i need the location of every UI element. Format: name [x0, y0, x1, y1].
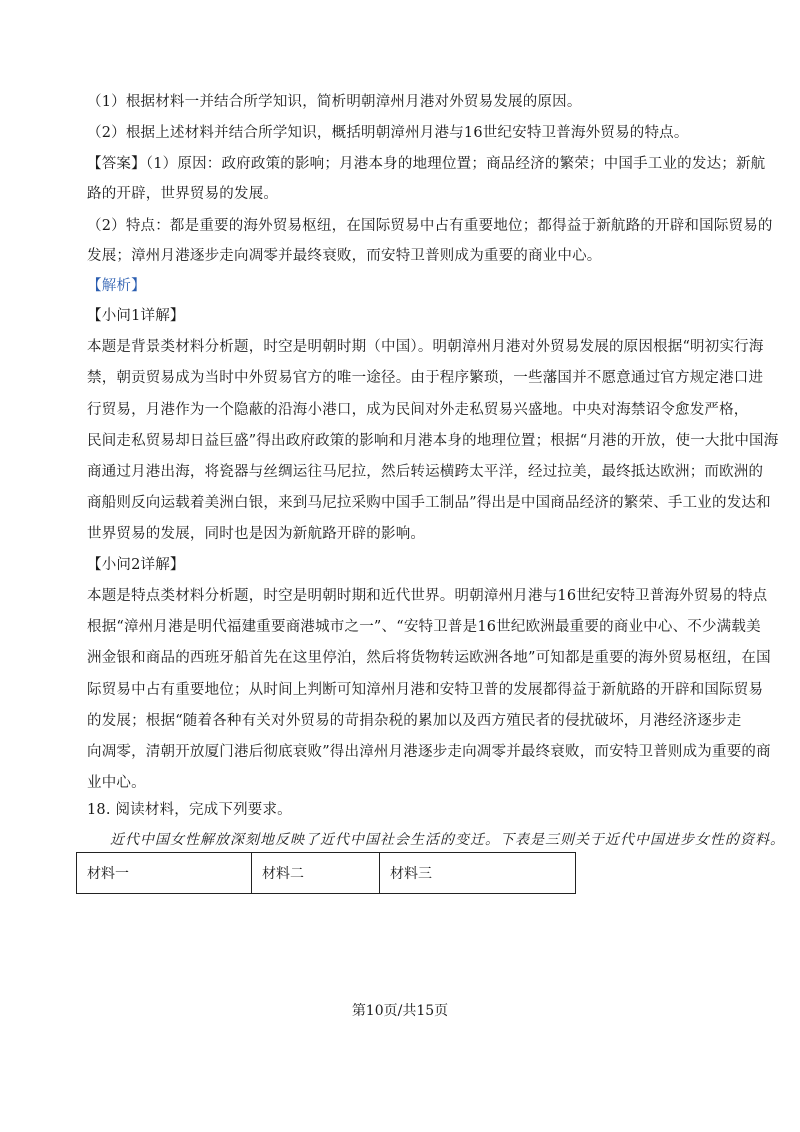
- subquestion-1-heading: 【小问1详解】: [87, 308, 185, 324]
- materials-table: [76, 852, 576, 894]
- answer-line-4: 发展；漳州月港逐步走向凋零并最终衰败，而安特卫普则成为重要的商业中心。: [87, 248, 602, 264]
- question-2: （2）根据上述材料并结合所学知识，概括明朝漳州月港与16世纪安特卫普海外贸易的特点。: [87, 125, 689, 141]
- answer-line-2: 路的开辟，世界贸易的发展。: [87, 186, 279, 202]
- analysis-2-line: 际贸易中占有重要地位；从时间上判断可知漳州月港和安特卫普的发展都得益于新航路的开辟和国际贸易: [87, 682, 764, 698]
- table-intro: 近代中国女性解放深刻地反映了近代中国社会生活的变迁。下表是三则关于近代中国进步女性的资料。: [110, 832, 785, 848]
- analysis-1-line: 商通过月港出海，将瓷器与丝绸运往马尼拉，然后转运横跨太平洋，经过拉美，最终抵达欧洲；而欧洲的: [87, 464, 764, 480]
- analysis-2-line: 洲金银和商品的西班牙船首先在这里停泊，然后将货物转运欧洲各地”可知都是重要的海外贸易枢纽，在国: [87, 650, 771, 666]
- question-18-title: 18. 阅读材料，完成下列要求。: [87, 802, 292, 818]
- analysis-heading: 【解析】: [87, 278, 146, 294]
- analysis-2-line: 的发展；根据“随着各种有关对外贸易的苛捐杂税的累加以及西方殖民者的侵扰破坏，月港经济逐步走: [87, 713, 742, 729]
- subquestion-2-heading: 【小问2详解】: [87, 557, 185, 573]
- analysis-2-line: 本题是特点类材料分析题，时空是明朝时期和近代世界。明朝漳州月港与16世纪安特卫普海外贸易的特点: [87, 588, 768, 604]
- table-header-material-1: 材料一: [77, 853, 252, 893]
- analysis-1-line: 世界贸易的发展，同时也是因为新航路开辟的影响。: [87, 526, 426, 542]
- table-header-material-2: 材料二: [252, 853, 380, 893]
- analysis-2-line: 根据“漳州月港是明代福建重要商港城市之一”、“安特卫普是16世纪欧洲最重要的商业中心、不少满载美: [87, 619, 761, 635]
- analysis-1-line: 商船则反向运载着美洲白银，来到马尼拉采购中国手工制品”得出是中国商品经济的繁荣、手工业的发达和: [87, 495, 771, 511]
- analysis-1-line: 本题是背景类材料分析题，时空是明朝时期（中国）。明朝漳州月港对外贸易发展的原因根据“明初实行海: [87, 339, 764, 355]
- answer-line-3: （2）特点：都是重要的海外贸易枢纽，在国际贸易中占有重要地位；都得益于新航路的开辟和国际贸易的: [87, 218, 773, 234]
- analysis-2-line: 业中心。: [87, 775, 146, 791]
- answer-line-1: 【答案】（1）原因：政府政策的影响；月港本身的地理位置；商品经济的繁荣；中国手工业的发达；新航: [87, 156, 766, 172]
- question-1: （1）根据材料一并结合所学知识，简析明朝漳州月港对外贸易发展的原因。: [87, 94, 582, 110]
- page-number: 第10页/共15页: [351, 1003, 449, 1019]
- analysis-1-line: 民间走私贸易却日益巨盛”得出政府政策的影响和月港本身的地理位置；根据“月港的开放，使一大批中国海: [87, 433, 779, 449]
- table-header-material-3: 材料三: [390, 866, 432, 882]
- analysis-1-line: 行贸易，月港作为一个隐蔽的沿海小港口，成为民间对外走私贸易兴盛地。中央对海禁诏令愈发严格，: [87, 402, 749, 418]
- analysis-2-line: 向凋零，清朝开放厦门港后彻底衰败”得出漳州月港逐步走向凋零并最终衰败，而安特卫普则成为重要的商: [87, 744, 771, 760]
- analysis-1-line: 禁，朝贡贸易成为当时中外贸易官方的唯一途径。由于程序繁琐，一些藩国并不愿意通过官方规定港口进: [87, 370, 764, 386]
